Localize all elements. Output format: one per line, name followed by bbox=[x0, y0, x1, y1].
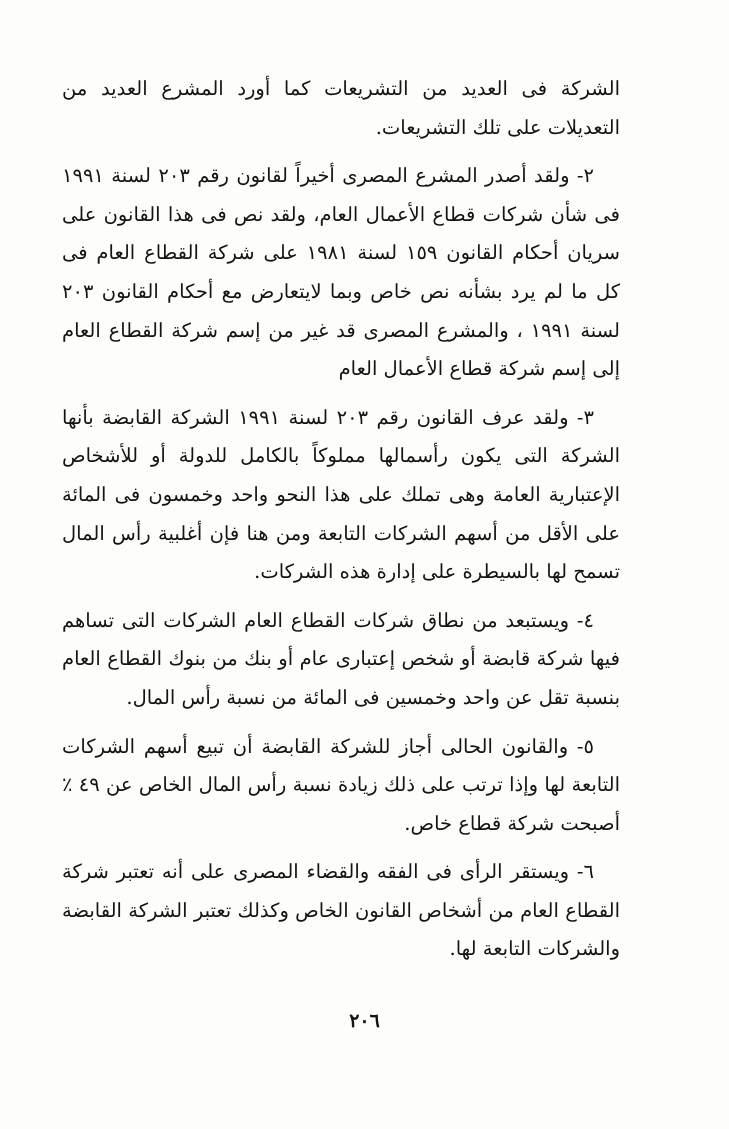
paragraph-6: ٦- ويستقر الرأى فى الفقه والقضاء المصرى على أنه تعتبر شركة القطاع العام من أشخاص القانون الخاص وكذلك تعتبر الشركة القابضة والشركات التابعة لها. bbox=[62, 860, 620, 961]
paragraph-5: ٥- والقانون الحالى أجاز للشركة القابضة أن تبيع أسهم الشركات التابعة لها وإذا ترتب على ذلك زيادة نسبة رأس المال الخاص عن ٤٩ ٪ أصبحت شركة قطاع خاص. bbox=[62, 734, 620, 835]
paragraph-4: ٤- ويستبعد من نطاق شركات القطاع العام الشركات التى تساهم فيها شركة قابضة أو شخص إعتبارى عام أو بنك من بنوك القطاع العام بنسبة تقل عن واحد وخمسين فى المائة من نسبة رأس المال. bbox=[62, 608, 620, 709]
page-number: ٢٠٦ bbox=[349, 1010, 380, 1032]
body-text bbox=[62, 70, 620, 979]
paragraph-continuation: الشركة فى العديد من التشريعات كما أورد المشرع العديد من التعديلات على تلك التشريعات. bbox=[62, 77, 620, 139]
paragraph-3: ٣- ولقد عرف القانون رقم ٢٠٣ لسنة ١٩٩١ الشركة القابضة بأنها الشركة التى يكون رأسمالها مملوكاً بالكامل للدولة أو للأشخاص الإعتبارية العامة وهى تملك على هذا النحو واحد وخمسون فى المائة على الأقل من أسهم الشركات التابعة ومن هنا فإن أغلبية رأس المال تسمح لها بالسيطرة على إدارة هذه الشركات. bbox=[62, 405, 620, 584]
paragraph-2: ٢- ولقد أصدر المشرع المصرى أخيراً لقانون رقم ٢٠٣ لسنة ١٩٩١ فى شأن شركات قطاع الأعمال العام، ولقد نص فى هذا القانون على سريان أحكام القانون ١٥٩ لسنة ١٩٨١ على شركة القطاع العام فى كل ما لم يرد بشأنه نص خاص وبما لايتعارض مع أحكام القانون ٢٠٣ لسنة ١٩٩١ ، والمشرع المصرى قد غير من إسم شركة القطاع العام إلى إسم شركة قطاع الأعمال العام bbox=[62, 164, 621, 381]
